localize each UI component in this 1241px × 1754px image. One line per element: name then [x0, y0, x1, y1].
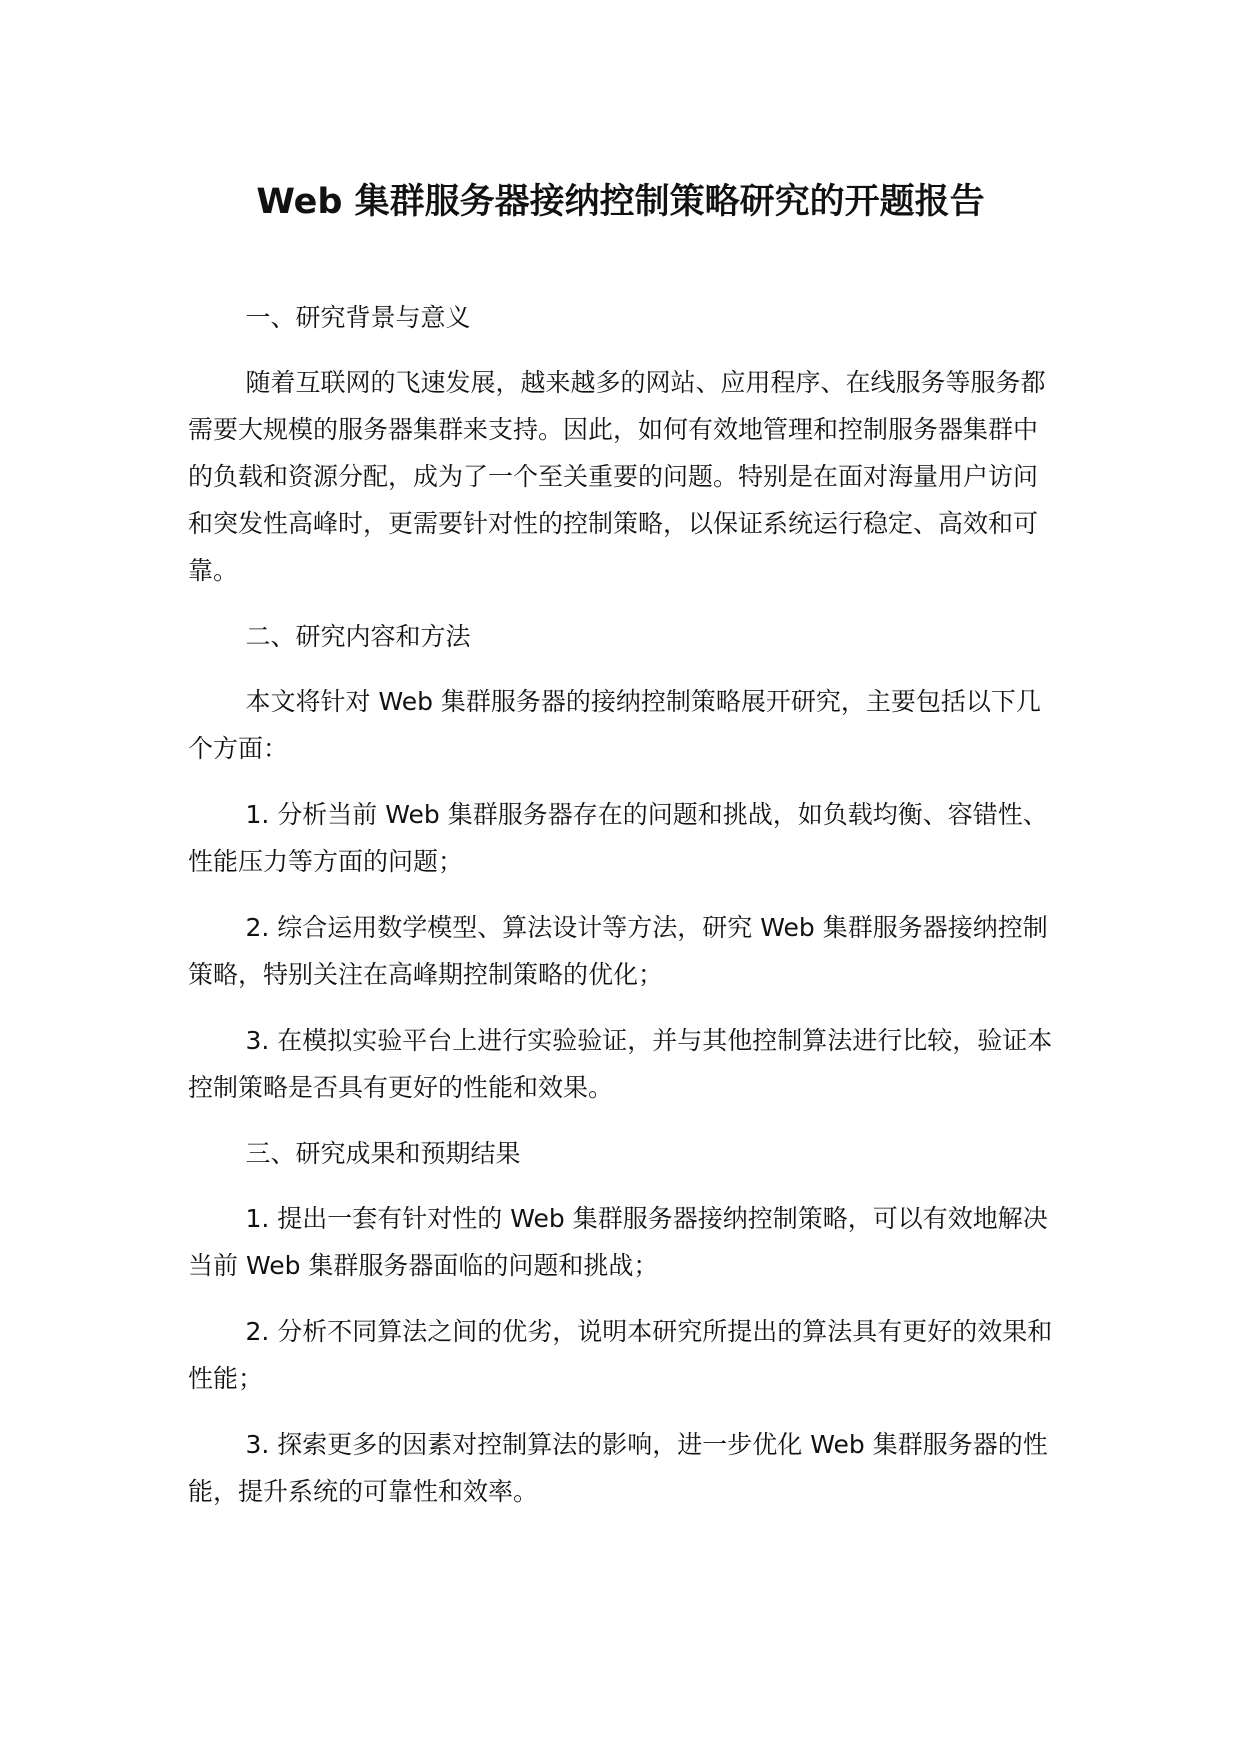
paragraph-content-intro: 本文将针对 Web 集群服务器的接纳控制策略展开研究，主要包括以下几个方面：	[188, 687, 1041, 763]
list-item-result-2: 2. 分析不同算法之间的优劣，说明本研究所提出的算法具有更好的效果和性能；	[188, 1317, 1053, 1393]
paragraph-background: 随着互联网的飞速发展，越来越多的网站、应用程序、在线服务等服务都需要大规模的服务器集群来支持。因此，如何有效地管理和控制服务器集群中的负载和资源分配，成为了一个至关重要的问题。特别是在面对海量用户访问和突发性高峰时，更需要针对性的控制策略，以保证系统运行稳定、高效和可靠。	[188, 368, 1046, 585]
list-item-content-2: 2. 综合运用数学模型、算法设计等方法，研究 Web 集群服务器接纳控制策略，特别关注在高峰期控制策略的优化；	[188, 913, 1048, 989]
list-item-result-1: 1. 提出一套有针对性的 Web 集群服务器接纳控制策略，可以有效地解决当前 Web 集群服务器面临的问题和挑战；	[188, 1204, 1048, 1280]
list-item-result-3: 3. 探索更多的因素对控制算法的影响，进一步优化 Web 集群服务器的性能，提升系统的可靠性和效率。	[188, 1430, 1048, 1506]
section-heading-results: 三、研究成果和预期结果	[245, 1139, 521, 1168]
list-item-content-1: 1. 分析当前 Web 集群服务器存在的问题和挑战，如负载均衡、容错性、性能压力等方面的问题；	[188, 800, 1048, 876]
document-body	[188, 294, 1054, 1534]
section-heading-content-methods: 二、研究内容和方法	[245, 622, 471, 651]
list-item-content-3: 3. 在模拟实验平台上进行实验验证，并与其他控制算法进行比较，验证本控制策略是否具有更好的性能和效果。	[188, 1026, 1053, 1102]
document-title: Web 集群服务器接纳控制策略研究的开题报告	[256, 182, 985, 222]
section-heading-background: 一、研究背景与意义	[245, 303, 471, 332]
